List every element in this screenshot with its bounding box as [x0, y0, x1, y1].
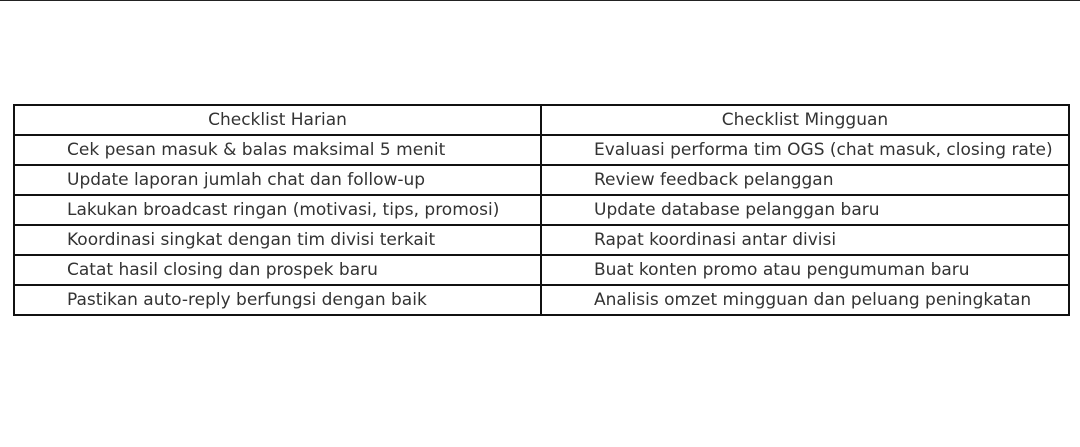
weekly-task: Rapat koordinasi antar divisi — [541, 225, 1069, 255]
table-row — [14, 135, 1069, 165]
table-row — [14, 165, 1069, 195]
header-checklist-harian: Checklist Harian — [14, 105, 541, 135]
checklist-table — [13, 104, 1070, 316]
daily-task: Cek pesan masuk & balas maksimal 5 menit — [14, 135, 541, 165]
header-checklist-mingguan: Checklist Mingguan — [541, 105, 1069, 135]
daily-task: Pastikan auto-reply berfungsi dengan baik — [14, 285, 541, 315]
daily-task: Catat hasil closing dan prospek baru — [14, 255, 541, 285]
weekly-task: Update database pelanggan baru — [541, 195, 1069, 225]
weekly-task: Review feedback pelanggan — [541, 165, 1069, 195]
weekly-task: Evaluasi performa tim OGS (chat masuk, closing rate) — [541, 135, 1069, 165]
top-divider — [0, 0, 1080, 1]
daily-task: Koordinasi singkat dengan tim divisi terkait — [14, 225, 541, 255]
table-row — [14, 255, 1069, 285]
table-row — [14, 195, 1069, 225]
table-row — [14, 285, 1069, 315]
weekly-task: Analisis omzet mingguan dan peluang peningkatan — [541, 285, 1069, 315]
table-row — [14, 225, 1069, 255]
table-header-row — [14, 105, 1069, 135]
weekly-task: Buat konten promo atau pengumuman baru — [541, 255, 1069, 285]
daily-task: Lakukan broadcast ringan (motivasi, tips, promosi) — [14, 195, 541, 225]
daily-task: Update laporan jumlah chat dan follow-up — [14, 165, 541, 195]
